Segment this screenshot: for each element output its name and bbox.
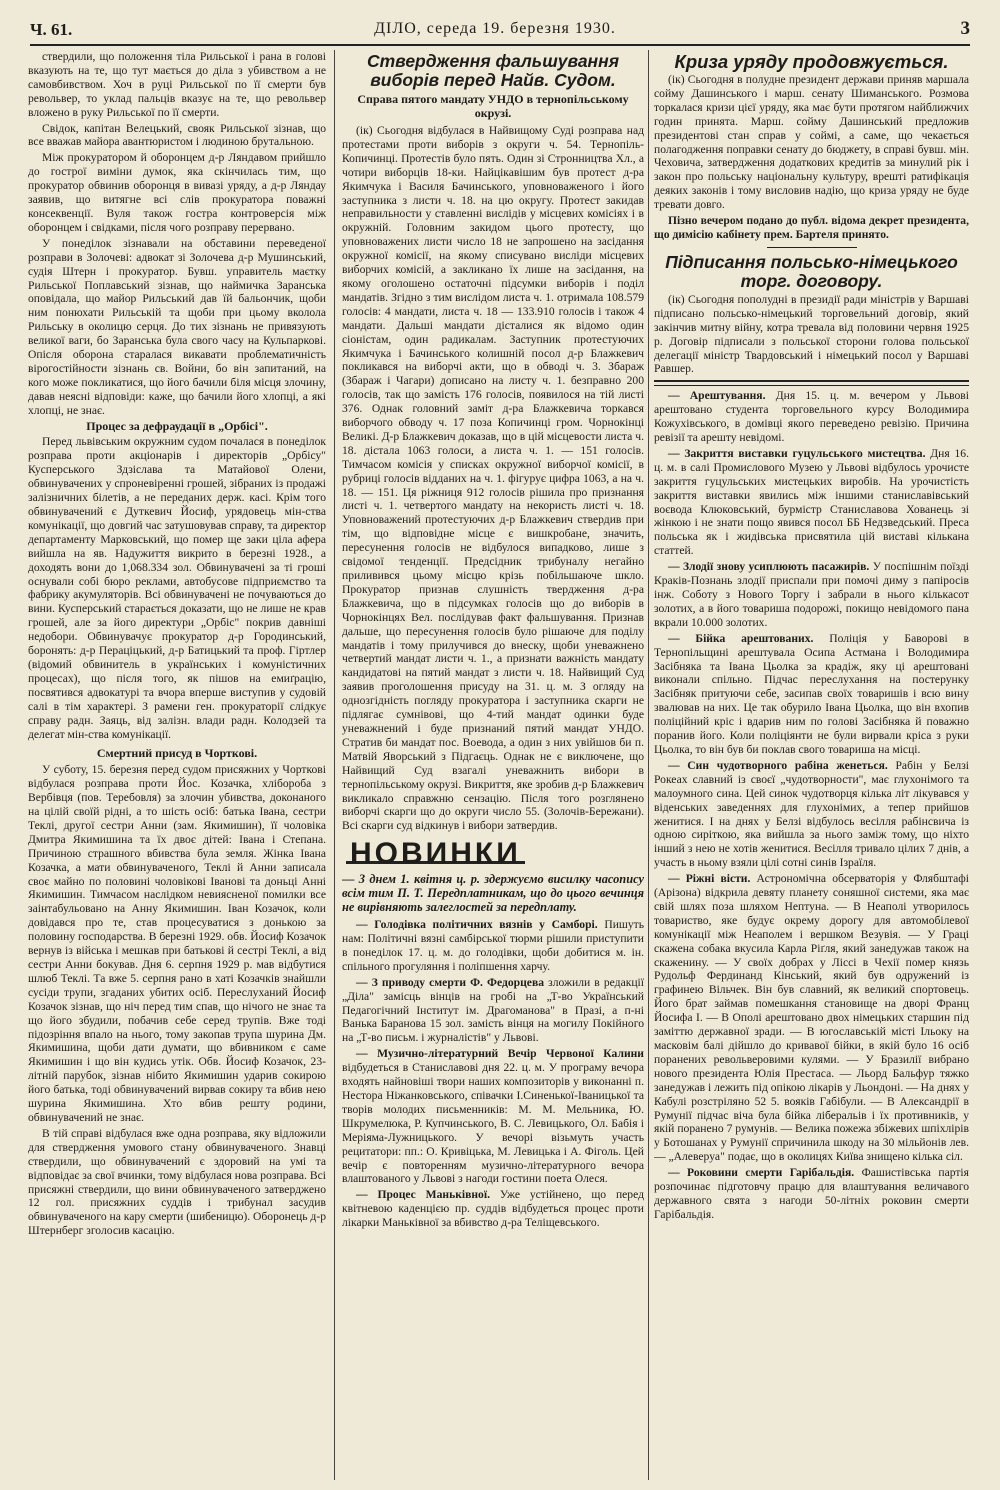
news-item-text: Поліція у Баворові в Тернопільщині арештувала Осипа Астмана і Володимира Засібняка та Івана Цьолка за крадіж, яку ці арештовані виконали спільно. Підчас переслухання на постерунку Засібняк притуючи себе, засипав своїх товаришів і всю вину звалював на них. Це так обурило Івана Цьолка, що він вхопив поліційний кріс і вдарив ним по голові Засібняка й поважно поранив його. Коли поліціянти не були вирвали кріса з руки Цьолка, то він був би поклав свого товариша на місці. xyxy=(654,631,969,756)
separator-rule xyxy=(767,247,857,248)
news-item-text: У поспішнім поїзді Краків-Познань злодії приспали при помочі диму з папіросів інж. Соботу з Нового Торгу і забрали в нього кількасот золотих, а в його товариша подорожі, покищо невідомого пана вкрали 10.000 золотих. xyxy=(654,560,969,629)
news-item-title: — Син чудотворного рабіна женеться. xyxy=(668,758,888,772)
news-item xyxy=(654,632,969,757)
section-title: НОВИНКИ xyxy=(346,847,525,864)
article-paragraph: В тій справі відбулася вже одна розправа, яку відложили для ствердження умового стану обвинуваченого. Знавці ствердили, що обвинувачений є здоровий на умі та відповідає за свої вчинки, тому відбулася нова розправа. Всі присяжні ствердили, що вини обвинуваченого затверджено 12 гол. присяжних суддів і трибунал засудив обвинуваченого на кару смерти (шибеницю). Оборонець д-р Штернберг зголосив касацію. xyxy=(28,1126,326,1238)
column-rule xyxy=(334,50,335,1480)
column-right xyxy=(654,50,969,1480)
news-item-text: Уже устійнено, що перед квітневою каденцією пр. суддів відбудеться процес проти лікарки Маньківної за вбивство д-ра Теліщевського. xyxy=(342,1188,644,1230)
news-item xyxy=(342,1188,644,1230)
article-paragraph: (ік) Сьогодня пополудні в президії ради міністрів у Варшаві підписано польсько-німецький торговельний договір, який закінчив митну війну, котра тревала від половини червня 1925 р. Договір підписали з польської сторони голова польської делегації міністр Твардовський і німецький посол у Варшаві Равшер. xyxy=(654,292,969,376)
section-heading-novynky xyxy=(346,837,644,871)
masthead-line xyxy=(330,20,660,38)
news-item-title: — Арештування. xyxy=(668,389,766,403)
article-paragraph: (ік) Сьогодня відбулася в Найвищому Суді розправа над протестами проти виборів з округи ч. 54. Тернопіль-Копичинці. Протестів було пять. Один зі Стронництва Хл., а чотири виборців 18-ки. Найцікавішим був протест д-ра Якимчука і Василя Бачинського, уповноваженого і його заступника з листи ч. 18. на цю округу. Протест закидав неправильности у ставленні вислідів у місцевих комісіях і в окружній. Головним закидом цього протесту, що уповноважених листи число 18 не запрошено на засідання окружної комісії, на якому списувано висліди місцевих виборчих комісій, а закликано їх лише на засідання, на якому оголошено остаточні підсумки виборів і поділ мандатів. Згідно з тим вислідом листа ч. 1. отримала 108.579 голосів: 4 мандати, листа ч. 18 — 133.910 голосів і також 4 мандати. Дальші мандати дісталися як відомо один сіоністам, один радикалам. Заступник протестуючих Якимчука і Бачинського колишній посол д-р Блажкевич покликався на виборчі акти, що в обводі ч. 3. Збараж (Збараж і Чагари) дописано на листу ч. 1. безправно 200 голосів, так що замість 176 голосів, появилося на тій листі 376. Однак головний заміт д-ра Блажкевича торкався виборчого обводу ч. 17 поза Копичинці гром. Чорнокінці Великі. Д-р Блажкевич доказав, що в цій місцевости листа ч. 18. дістала 1063 голоси, а листа ч. 1. — 151 голосів. Тимчасом комісія у списках окружної виборчої комісії, в рубриці голосів відданих на ч. 1. фігурує цифра 1063, а на ч. 18. — 151. Ця ріжниця 912 голосів рішила про признання листі ч. 1. четвертого мандату на некористь листі ч. 18. Уповноважений протестуючих д-р Блажкевич ствердив при тім, що відповідне місце є вишкробане, значить, пересунення голосів не відбулося випадково, лише з свідомої тенденції. Предсідник трибуналу негайно приливився цьому місцю крізь побільшаюче шкло. Прокуратор признав слушність твердження д-ра Блажкевича, що в підсумках голосів що до виборів в Чорнокінцях Вел. послідував факт фальшування. Признав дальше, що пересунення голосів було рішаюче для поділу мандатів і тому прилучився до внеску, щоби уневажнено четвертий мандат листи ч. 1., а признати важність мандату кандидатові на пятий мандат з листи ч. 18. Найвищий Суд заявив проголошення присуду на 31. ц. м. З огляду на однозгідність погляду прокуратора і заступника скарги не підлягає сумнівові, що 4-тий мандат одинки буде уневажнений і буде признаний пятий мандат УНДО. Стратив би мандат пос. Воевода, а один з них увійшов би п. Матвій Яворський з Підгаєць. Однак не є виключене, що Найвищий Суд взагалі уневажнить вибори в тернопільському окрузі. Викриття, яке зробив д-р Блажкевич викликало справжню сензацію. Після того розглянено виборчі скарги що до округи число 55. (Золочів-Бережани). Всі скарги суд відкинув і вибори затвердив. xyxy=(342,124,644,833)
news-item-title: — Музично-літературний Вечір Червоної Калини xyxy=(356,1047,644,1061)
column-middle xyxy=(342,50,644,1480)
headline-election-fraud: Ствердження фальшування виборів перед Найв. Судом. xyxy=(366,51,619,90)
page-corner-number: 3 xyxy=(960,18,970,39)
article-paragraph-bold: Пізно вечером подано до публ. відома декрет президента, що димісію кабінету прем. Бартеля принято. xyxy=(654,214,969,241)
news-item xyxy=(654,872,969,1164)
news-item-title: — Злодії знову усиплюють пасажирів. xyxy=(668,560,870,574)
news-item-text: відбудеться в Станиславові дня 22. ц. м. У програму вечора входять найновіші твори наших композиторів у виконанні п. Нестора Ніжанковського, співачки І.Синенької-Іваницької та творів молодих письменників: М. М. Мельника, Ю. Шкрумелюка, Р. Купчинського, В. С. Левицького, Ол. Бабія і Меріяма-Лужницького. У вечорі візьмуть участь рецитатори: пп.: О. Кривіцька, М. Левицька і А. Фіголь. Цей вечір є повторенням музично-літературного вечора влаштованого у Львові з нагоди гостини поета Олеся. xyxy=(342,1061,644,1186)
news-item-title: — З приводу смерти Ф. Федорцева xyxy=(356,975,545,989)
news-item-text: Пишуть нам: Політичні вязні самбірської тюрми рішили приступити в понеділок 17. ц. м. до голодівки, щоби добитися м. ін. спільного прогуляння і поліпшення харчу. xyxy=(342,918,644,973)
article-paragraph: (ік) Сьогодня в полудне президент держави приняв маршала сойму Дашинського і марш. сенату Шиманського. Розмова торкалася кризи цієї уряду, яка має бути протягом найближчих годин принята. Марш. сойму Дашинський предложив президентові стан справ у соймі, а саме, що чекається полагодження поправки сенату до бюджету, в справі бувш. мін. Чеховича, затвердження додаткових кредитів за минулий рік і закон про польську національну культуру, врешті ратифікація деяких законів і тому висловив надію, що криза уряду не буде тревати довго. xyxy=(654,73,969,212)
headline-government-crisis: Криза уряду продовжується. xyxy=(674,51,949,72)
news-item-title: — Голодівка політичних вязнів у Самборі. xyxy=(356,918,598,932)
news-item-title: — Роковини смерти Гарібальдія. xyxy=(668,1166,855,1180)
news-item xyxy=(654,759,969,870)
subscriber-announcement: — З днем 1. квітня ц. р. здержуємо висилку часопису всім тим П. Т. Передплатникам, що до цього вечинця не вирівняють залеглостей за передплату. xyxy=(342,872,644,915)
news-item xyxy=(654,389,969,445)
article-paragraph: Між прокуратором й оборонцем д-р Ляндавом прийшло до гострої виміни думок, яка скінчилась тим, що прокуратор обвинив оборонця в вивазі уряду, а д-р Ляндау заявив, що витягне всі слів прокуратора поважні консеквенції. Вуля також гостра контроверсія між оборонцем і свідками, після чого розправу перервано. xyxy=(28,151,326,234)
news-item-text: зложили в редакції „Діла" замісць вінців на гробі на „Т-во Український Педагогічний Інститут ім. Драгоманова" в Празі, а п-ні Ванька Баранова 15 зол. замість вінця на могилу Покійного на „Т-во письм. і журналістів" у Львові. xyxy=(342,975,644,1045)
news-item-text: Рабін у Белзі Рокеах славний із своєї „чудотворности", має глухонімого та малоумного сина. Цей синок чудотворця кілька літ лікувався у віденських заведеннях для глухонімих, а тепер прийшов женитися. І на днях у Белзі відбулось весілля рабінсвича із одною сиріткою, яка вийшла за нього заміж тому, що ніхто інший з нею не хотів женитися. Весілля тривало цілих 7 днів, а участь в ньому взяли цілі сотні синів Ізраїля. xyxy=(654,758,969,870)
headline-trade-treaty: Підписання польсько-німецького торг. договору. xyxy=(665,251,958,291)
article-paragraph: У понеділок зізнавали на обставини переведеної розправи в Золочеві: адвокат зі Золочева д-р Мушинський, судія Штерн і прокуратор. Бувш. управитель маєтку Рильської Поплавський зізнав, що наймичка Заранська оповідала, що майор Рильський дав їй бальончик, щоби ним понюхати Рильській та щоби при цьому вколола Рильську в околицю серця. До тих зізнань не привязують великої ваги, бо Заранська була свого часу на Кульпаркові. Опісля оборона старалася викавати проблематичність вірогостійности зізнань св. Войни, бо він запитаний, на кого може покликатися, що його бачили біля місця злочину, давав неясні відповіди: каже, що бачили його хлопці, а які хлопці, не знає. xyxy=(28,236,326,417)
newspaper-name: ДІЛО, xyxy=(374,20,422,37)
article-heading-orbis: Процес за дефраудації в „Орбісі". xyxy=(86,418,268,433)
column-left xyxy=(28,50,326,1480)
news-item xyxy=(654,1166,969,1222)
news-item-text: Дня 16. ц. м. в салі Промислового Музею у Львові відбулось урочисте закриття гуцульських мистецьких виробів. На урочистість закриття виставки явились між іншими станиславівський воєвода Клюковський, бурмістр Станиславова Хованець зі жінкою і не знати пощо явився посол ББ Недзведський. Преса польська як і жидівська присвятила цій виставі кількана статтей. xyxy=(654,446,969,558)
news-item xyxy=(654,560,969,630)
page-header xyxy=(30,18,970,46)
news-item-title: — Закриття виставки гуцульського мистецтва. xyxy=(668,446,926,460)
news-item xyxy=(342,1047,644,1186)
article-paragraph: Свідок, капітан Велецький, свояк Рильської зізнав, що все вважав майора авантюристом і людиною брутальною. xyxy=(28,121,326,149)
article-paragraph: ствердили, що положення тіла Рильської і рана в голові вказують на те, що тут мається до діла з убивством а не самовбивством. Хоч в руці Рильської по її смерти був револьвер, то уклад пальців вказує на те, що револьвер вложено в руку Рильської по її смерти. xyxy=(28,50,326,119)
news-item-title: — Бійка арештованих. xyxy=(668,631,814,645)
subheadline-undo-mandate: Справа пятого мандату УНДО в тернопільському окрузі. xyxy=(357,92,629,120)
column-rule xyxy=(648,50,649,1480)
article-paragraph: У суботу, 15. березня перед судом присяжних у Чорткові відбулася розправа проти Йос. Козачка, хлібороба з Вербівця (пов. Теребовля) за злочин убивства, доконаного на цілій своїй рідні, а то шість осіб: батька Івана, сестри Теклі, другої сестри Анни (зам. Якимишин), її чоловіка Дмитра Якимишина та їх двоє дітей: Івана і Степана. Причиною страшного вбивства була земля. Жінка Івана Козачка, а мати обвинуваченого, Теклі й Анни записала своє майно по половині чоловікові Іванові та доньці Анні Якимишин. Тимчасом наслідком невиясненої помилки все заінтабульовано на Анну Якимишин. Іван Козачок, коли довідався про те, став процесуватися з донькою за половину господарства. В березні 1929. обв. Йосиф Козачок вернув із війська і мешкав при батькові й сестрі Теклі, а від сестри Анни бокував. Дня 6. серпня 1929 р. мав відбутися шлюб Теклі. Та вже 5. серпня рано в хаті Козачків знайшли сусіди трупи, згаданих убитих осіб. Переслуханий Йосиф Козачок зізнав, що ніч перед тим спав, що нічого не знає та що його збудили, побачив себе серед трупів. Вже тоді підозріння впало на нього, тому закопав трупа шурина Дм. Якимишина, щоби дати думати, що вбивником є саме Якимишин і що він кудись утік. Обв. Йосиф Козачок, 23-літній парубок, зізнав нібито Якимишин ударив сокирою його батька, тоді обвинувачений вирвав сокиру та вбив нею шурина Якимишина. Хто вбив решту родини, обвинувачений не знає. xyxy=(28,763,326,1124)
news-item xyxy=(654,447,969,558)
issue-date: середа 19. березня 1930. xyxy=(426,20,616,37)
section-rule xyxy=(654,380,969,382)
news-item-text: Астрономічна обсерваторія у Флябштафі (Арізона) відкрила девяту планету соняшної системи, яка має свій шлях поза шляхом Нептуна. — В Неаполі утворилось товариство, яке будує окрему дорогу для автомобілевої комунікації між Неаполем і вершком Везувія. — У Граці скажена собака вкусила Карла Ріґля, який занедужав також на скаженину. — У своїх добрах у Ліссі в Чехії помер князь Рудольф Фердинанд Кінський, який був одружений із графинею Вільчек. Він був славний, як великий спортовець. Його брат займав помешкання становище на дворі Франц Йосифа І. — В Ополі арештовано двох німецьких старшин під заміттю державної зради. — В югославській місті Ільоку на масковім балі дійшло до кривавої бійки, в якій було 16 осіб поранених револьверовими кулями. — У Бразилії вибрано нового президента Юлія Престаса. — Льорд Бальфур тяжко занедужав і лежить під опікою лікарів у Льондоні. — На днях у Кабулі розстріляно 52 5. вояків Габібули. — В Александрії в Румунії підчас віча була бійка ліберальів і їх противників, у якій поранено 7 румунів. — Велика пожежа збіжевих шпіхлірів у Ботошанах у Румунії спричинила шкоду на 30 мільйонів лев. — „Алевеpуа" подає, що в околицях Київа знищено кілька сіл. xyxy=(654,872,969,1164)
page-number: Ч. 61. xyxy=(30,20,73,39)
news-item-text: Фашистівська партія розпочинає підготовчу працю для влаштування величавого державного свята з нагоди 50-літніх роковин смерти Гарібальдія. xyxy=(654,1166,969,1221)
section-rule xyxy=(654,385,969,386)
news-item-title: — Процес Маньківної. xyxy=(356,1188,490,1202)
article-heading-chortkiv: Смертний присуд в Чорткові. xyxy=(96,746,258,761)
news-item xyxy=(342,976,644,1046)
article-paragraph: Перед львівським окружним судом почалася в понеділок розправа проти акціонарів і директорів „Орбісу" Кусперського Здзіслава та Матайової Олени, обвинувачених у спроневіренні грошей, зібраних із продажі залізничних білетів, а не переданих держ. касі. Крім того обвинувачений є Дуткевич Йосиф, урядовець мін-ства комунікації, що довгий час затушовував справу, та директор департаменту Марковський, що помер ще заки ціла афера вийшла на яв. Надужиття викрито в березні 1928., а доходять вони до 1,068.334 зол. Обвинувачені за ті гроші оснували собі бюро реклами, автобусове підприємство та фабрику акумуляторів. Всі обвинувачені не почуваються до вини. Кусперський старається доказати, що не лише не крав грошей, але за його директури „Орбіс" покрив давніші недобори. Обвинувачує прокуратор д-р Городинський, боронять: д-р Пераціцький, д-р Батицький та проф. Гіртлер (відомий обвинитель в українських і комуністичних процесах), що після того, як пішов на емиґрацію, посвятився адвокатурі та вчора вперше виступив у судовій салі в тім характері. З рамени ген. прокураторії слідкує справу радн. Заяць, від залізн. влади радн. Колодзей та делегат мін-ства комунікації. xyxy=(28,435,326,741)
news-item-text: Дня 15. ц. м. вечером у Львові арештовано студента торговельного курсу Володимира Кожухівського, в домівці якого переведено ревізію. Причина ревізії та арешту невідомі. xyxy=(654,389,969,445)
news-item-title: — Ріжні вісти. xyxy=(668,872,751,886)
news-item xyxy=(342,918,644,974)
